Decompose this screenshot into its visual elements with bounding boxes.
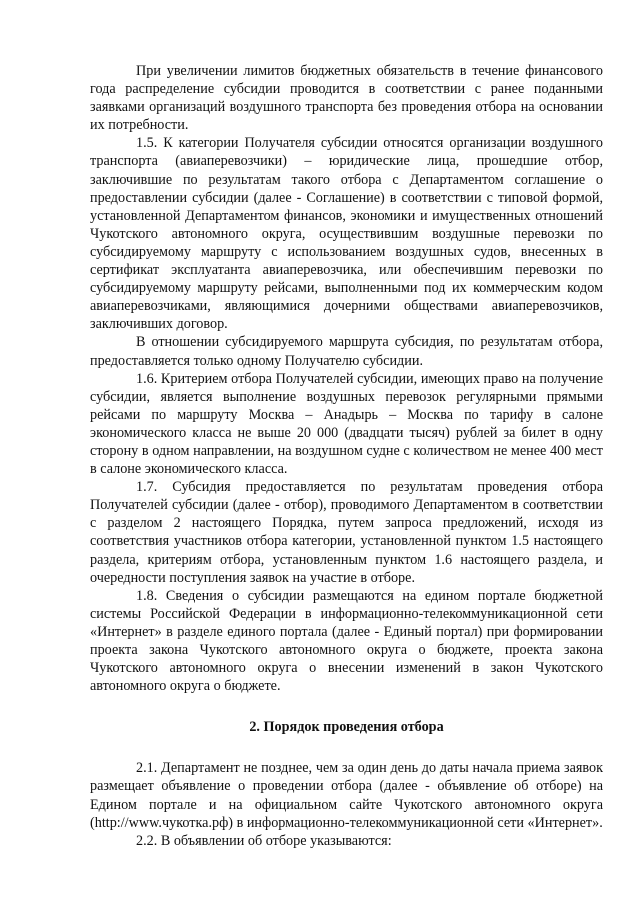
document-page	[90, 62, 603, 850]
paragraph-2-1: 2.1. Департамент не позднее, чем за один день до даты начала приема заявок размещает объявление о проведении отбора (далее - объявление об отборе) на Едином портале и на официальном сайте Чукотского автономного округа (http://www.чукотка.рф) в информационно-телекоммуникационной сети «Интернет».	[90, 760, 603, 831]
paragraph-1-8: 1.8. Сведения о субсидии размещаются на едином портале бюджетной системы Российской Федерации в информационно-телекоммуникационной сети «Интернет» в разделе единого портала (далее - Единый портал) при формировании проекта закона Чукотского автономного округа о бюджете, проекта закона Чукотского автономного округа о внесении изменений в закон Чукотского автономного округа о бюджете.	[90, 587, 603, 695]
paragraph-1-6: 1.6. Критерием отбора Получателей субсидии, имеющих право на получение субсидии, является выполнение воздушных перевозок регулярными прямыми рейсами по маршруту Москва – Анадырь – Москва по тарифу в салоне экономического класса не выше 20 000 (двадцати тысяч) рублей за билет в одну сторону в одном направлении, на воздушном судне с количеством не менее 400 мест в салоне экономического класса.	[90, 370, 603, 478]
paragraph-2-2: 2.2. В объявлении об отборе указываются:	[136, 832, 392, 849]
paragraph-budget-limits: При увеличении лимитов бюджетных обязательств в течение финансового года распределение субсидии проводится в соответствии с ранее поданными заявками организаций воздушного транспорта без проведения отбора на основании их потребности.	[90, 63, 603, 134]
paragraph-1-7: 1.7. Субсидия предоставляется по результатам проведения отбора Получателей субсидии (далее - отбор), проводимого Департаментом в соответствии с разделом 2 настоящего Порядка, путем запроса предложений, исходя из соответствия участников отбора категории, установленной пунктом 1.5 настоящего раздела, критериям отбора, установленным пунктом 1.6 настоящего раздела, и очередности поступления заявок на участие в отборе.	[90, 479, 603, 586]
section-heading: 2. Порядок проведения отбора	[249, 719, 444, 736]
paragraph-single-recipient: В отношении субсидируемого маршрута субсидия, по результатам отбора, предоставляется только одному Получателю субсидии.	[90, 334, 603, 369]
paragraph-1-5: 1.5. К категории Получателя субсидии относятся организации воздушного транспорта (авиаперевозчики) – юридические лица, прошедшие отбор, заключившие по результатам такого отбора с Департаментом соглашение о предоставлении субсидии (далее - Соглашение) в соответствии с типовой формой, установленной Департаментом финансов, экономики и имущественных отношений Чукотского автономного округа, осуществившим воздушные перевозки по субсидируемому маршруту с использованием воздушных судов, внесенных в сертификат эксплуатанта авиаперевозчика, или обеспечившим перевозки по субсидируемому маршруту рейсами, выполненными под их коммерческим кодом авиаперевозчиками, являющимися дочерними обществами авиаперевозчиков, заключивших договор.	[90, 135, 603, 333]
